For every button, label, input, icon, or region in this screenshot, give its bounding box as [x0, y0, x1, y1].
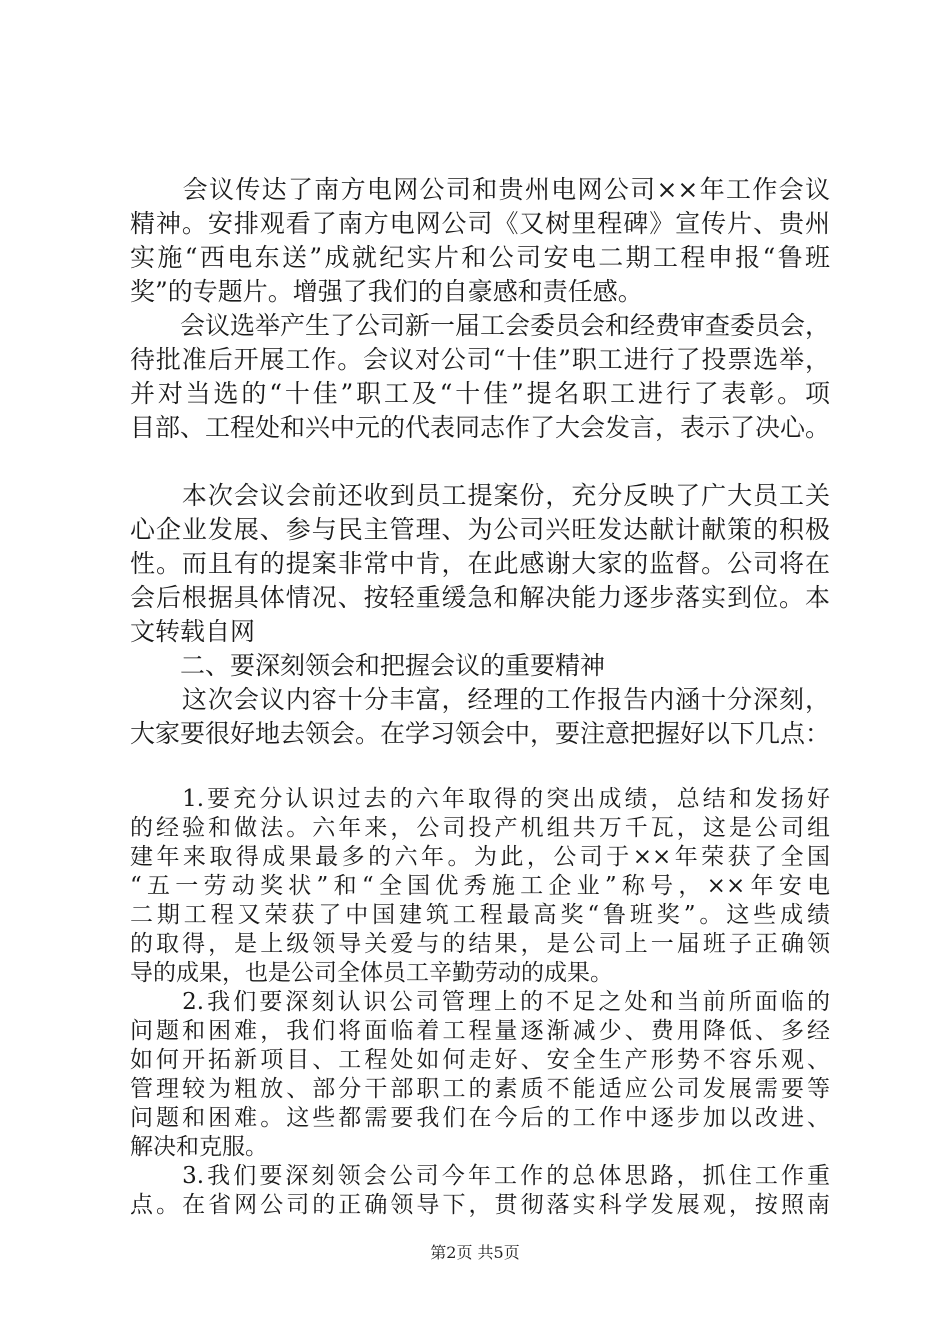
text-line: 管理较为粗放、部分干部职工的素质不能适应公司发展需要等: [130, 1076, 830, 1102]
text-line: 精神。安排观看了南方电网公司《又树里程碑》宣传片、贵州: [130, 209, 830, 238]
section-heading: 二、要深刻领会和把握会议的重要精神: [130, 651, 606, 680]
text-line: 二期工程又荣获了中国建筑工程最高奖“鲁班奖”。这些成绩: [130, 902, 830, 928]
page-number-footer: 第2页 共5页: [430, 1243, 520, 1262]
text-line: 文转载自网: [130, 617, 256, 646]
text-line: 心企业发展、参与民主管理、为公司兴旺发达献计献策的积极: [130, 515, 830, 544]
text-line: 建年来取得成果最多的六年。为此，公司于××年荣获了全国: [130, 844, 830, 870]
text-line: 3.我们要深刻领会公司今年工作的总体思路，抓住工作重: [130, 1163, 830, 1189]
text-line: “五一劳动奖状”和“全国优秀施工企业”称号，××年安电: [130, 873, 830, 899]
text-line: 的取得，是上级领导关爱与的结果，是公司上一届班子正确领: [130, 931, 830, 957]
text-line: 问题和困难，我们将面临着工程量逐渐减少、费用降低、多经: [130, 1018, 830, 1044]
text-line: 待批准后开展工作。会议对公司“十佳”职工进行了投票选举，: [130, 345, 830, 374]
text-line: 实施“西电东送”成就纪实片和公司安电二期工程申报“鲁班: [130, 243, 830, 272]
text-line: 目部、工程处和兴中元的代表同志作了大会发言，表示了决心。: [130, 413, 830, 442]
text-line: 点。在省网公司的正确领导下，贯彻落实科学发展观，按照南: [130, 1192, 830, 1218]
text-line: 性。而且有的提案非常中肯，在此感谢大家的监督。公司将在: [130, 549, 830, 578]
text-line: 的经验和做法。六年来，公司投产机组共万千瓦，这是公司组: [130, 815, 830, 841]
text-line: 并对当选的“十佳”职工及“十佳”提名职工进行了表彰。项: [130, 379, 830, 408]
text-line: 会议传达了南方电网公司和贵州电网公司××年工作会议: [130, 175, 830, 204]
text-line: 问题和困难。这些都需要我们在今后的工作中逐步加以改进、: [130, 1105, 830, 1131]
text-line: 大家要很好地去领会。在学习领会中，要注意把握好以下几点：: [130, 719, 830, 748]
text-line: 会议选举产生了公司新一届工会委员会和经费审查委员会，: [130, 311, 830, 340]
text-line: 这次会议内容十分丰富，经理的工作报告内涵十分深刻，: [130, 685, 830, 714]
text-line: 解决和克服。: [130, 1134, 268, 1160]
text-line: 2.我们要深刻认识公司管理上的不足之处和当前所面临的: [130, 989, 830, 1015]
text-line: 导的成果，也是公司全体员工辛勤劳动的成果。: [130, 960, 613, 986]
text-line: 会后根据具体情况、按轻重缓急和解决能力逐步落实到位。本: [130, 583, 830, 612]
text-line: 本次会议会前还收到员工提案份，充分反映了广大员工关: [130, 481, 830, 510]
text-line: 如何开拓新项目、工程处如何走好、安全生产形势不容乐观、: [130, 1047, 830, 1073]
text-line: 奖”的专题片。增强了我们的自豪感和责任感。: [130, 277, 643, 306]
text-line: 1.要充分认识过去的六年取得的突出成绩，总结和发扬好: [130, 786, 830, 812]
